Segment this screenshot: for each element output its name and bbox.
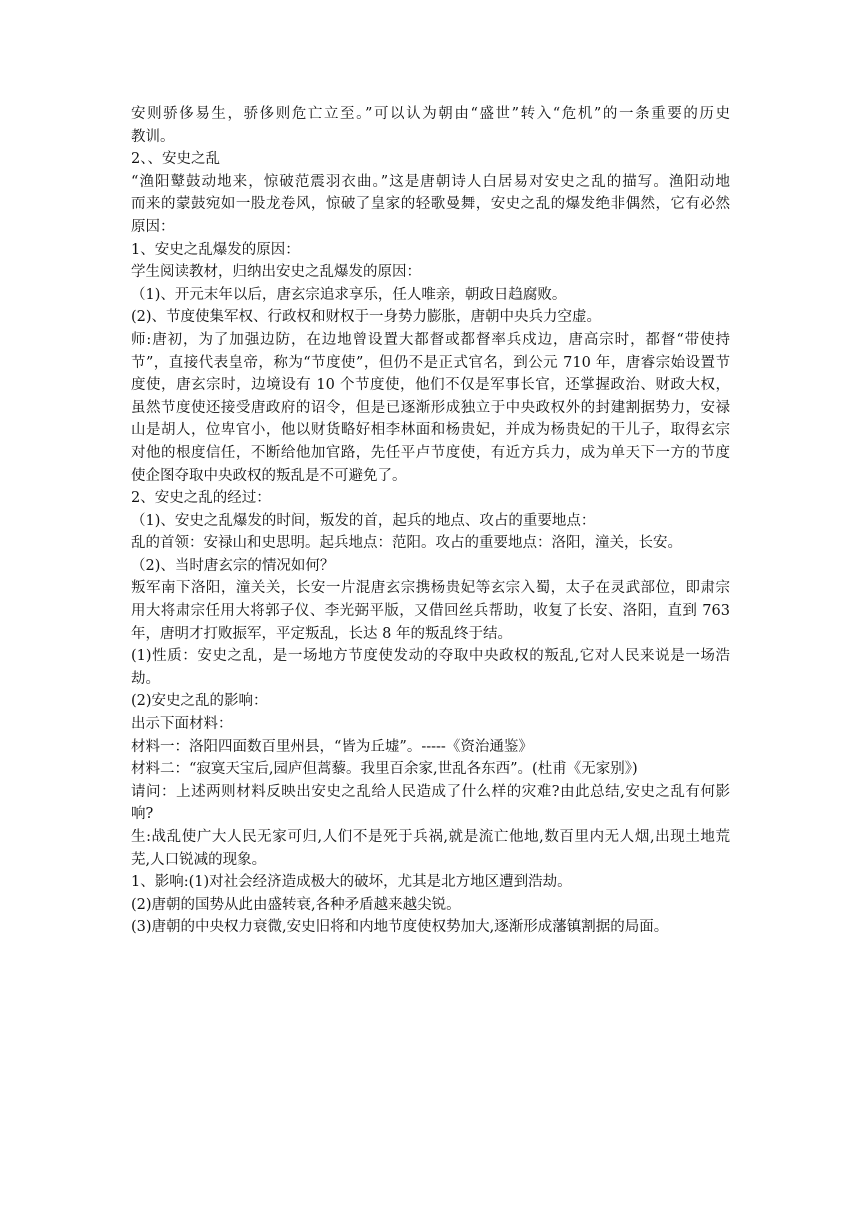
text-line: (2)唐朝的国势从此由盛转衰,各种矛盾越来越尖锐。 <box>131 896 461 913</box>
document-body <box>131 103 730 939</box>
text-line: 2、安史之乱的经过： <box>131 490 271 507</box>
text-line: 响? <box>131 806 154 823</box>
text-line: 节”，直接代表皇帝，称为“节度使”，但仍不是正式官名，到公元 710 年，唐睿宗始设置节 <box>131 354 730 371</box>
text-line: 芜,人口锐减的现象。 <box>131 851 267 868</box>
text-line: 2、、安史之乱 <box>131 151 220 168</box>
text-line: “渔阳鼙鼓动地来，惊破范震羽衣曲。”这是唐朝诗人白居易对安史之乱的描写。渔阳动地 <box>131 173 730 190</box>
text-line: 而来的蒙鼓宛如一股龙卷风，惊破了皇家的轻歌曼舞，安史之乱的爆发绝非偶然，它有必然 <box>131 196 730 213</box>
text-line: 虽然节度使还接受唐政府的诏令，但是已逐渐形成独立于中央政权外的封建割据势力，安禄 <box>131 399 730 416</box>
text-line: 使企图夺取中央政权的叛乱是不可避免了。 <box>131 467 407 484</box>
text-line: 安则骄侈易生，骄侈则危亡立至。”可以认为朝由“盛世”转入“危机”的一条重要的历史 <box>131 106 730 122</box>
text-line: 1、安史之乱爆发的原因： <box>131 241 300 258</box>
text-line: 请问：上述两则材料反映出安史之乱给人民造成了什么样的灾难?由此总结,安史之乱有何影 <box>131 783 730 800</box>
text-line: 材料二：“寂寞天宝后,园庐但蒿藜。我里百余家,世乱各东西”。(杜甫《无家别》) <box>131 761 638 778</box>
text-line: （1)、开元末年以后，唐玄宗追求享乐，任人唯亲，朝政日趋腐败。 <box>131 286 567 303</box>
text-line: 度使，唐玄宗时，边境设有 10 个节度使，他们不仅是军事长官，还掌握政治、财政大权， <box>131 377 730 394</box>
text-line: 年，唐明才打败振军，平定叛乱，长达 8 年的叛乱终于结。 <box>131 625 512 642</box>
text-line: 乱的首领：安禄山和史思明。起兵地点：范阳。攻占的重要地点：洛阳，潼关，长安。 <box>131 535 682 552</box>
text-line: （1)、安史之乱爆发的时间，叛发的首，起兵的地点、攻占的重要地点： <box>131 512 596 529</box>
text-line: (2)安史之乱的影响： <box>131 693 268 710</box>
text-line: (2)、节度使集军权、行政权和财权于一身势力膨胀，唐朝中央兵力空虚。 <box>131 309 602 326</box>
text-line: 劫。 <box>131 670 160 687</box>
text-line: 原因： <box>131 218 175 235</box>
text-line: 教训。 <box>131 128 175 145</box>
text-line: 1、影响:(1)对社会经济造成极大的破坏，尤其是北方地区遭到浩劫。 <box>131 874 572 891</box>
text-line: 师:唐初，为了加强边防，在边地曾设置大都督或都督率兵戍边，唐高宗时，都督“带使持 <box>131 331 730 348</box>
text-line: (1)性质：安史之乱，是一场地方节度使发动的夺取中央政权的叛乱,它对人民来说是一场浩 <box>131 648 730 665</box>
text-line: (3)唐朝的中央权力衰微,安史旧将和内地节度使权势加大,逐渐形成藩镇割据的局面。 <box>131 919 669 936</box>
text-line: （2)、当时唐玄宗的情况如何？ <box>131 557 335 574</box>
text-line: 生:战乱使广大人民无家可归,人们不是死于兵祸,就是流亡他地,数百里内无人烟,出现土地荒 <box>131 829 730 845</box>
text-line: 出示下面材料： <box>131 716 233 733</box>
text-line: 叛军南下洛阳，潼关关，长安一片混唐玄宗携杨贵妃等玄宗入蜀，太子在灵武部位，即肃宗 <box>131 580 730 597</box>
text-line: 对他的根度信任，不断给他加官路，先任平卢节度使，有近方兵力，成为单天下一方的节度 <box>131 444 730 461</box>
text-line: 学生阅读教材，归纳出安史之乱爆发的原因： <box>131 264 421 281</box>
text-line: 山是胡人，位卑官小，他以财货略好相李林面和杨贵妃，并成为杨贵妃的干儿子，取得玄宗 <box>131 422 730 439</box>
text-line: 用大将肃宗任用大将郭子仪、李光弼平版，又借回丝兵帮助，收复了长安、洛阳，直到 763 <box>131 603 730 620</box>
text-line: 材料一：洛阳四面数百里州县，“皆为丘墟”。-----《资治通鉴》 <box>131 738 533 755</box>
